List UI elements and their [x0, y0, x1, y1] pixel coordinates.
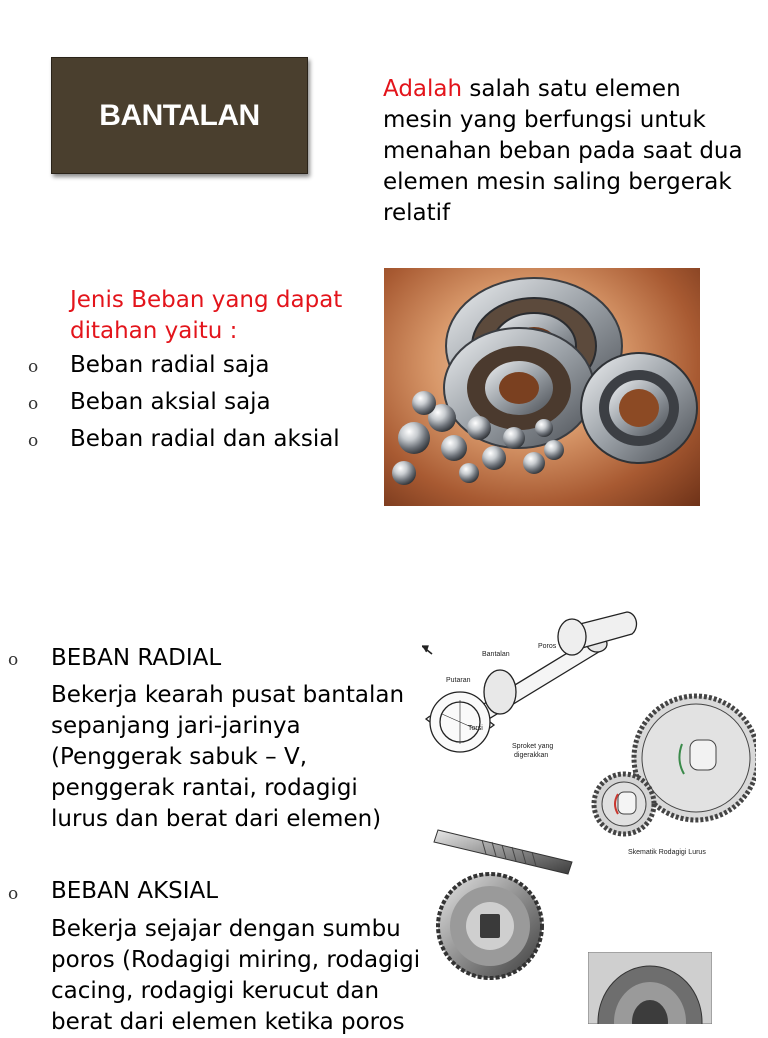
definition-lead: Adalah	[383, 76, 463, 102]
definition-rest: salah satu elemen mesin yang berfungsi untuk menahan beban pada saat dua elemen mesin saling bergerak relatif	[383, 76, 743, 226]
axial-body: Bekerja sejajar dengan sumbu poros (Rodagigi miring, rodagigi cacing, rodagigi kerucut dan berat dari elemen ketika poros	[51, 916, 421, 1035]
list-item	[28, 389, 388, 426]
spur-gear-drawing	[588, 686, 756, 858]
bullet-icon: o	[8, 650, 19, 670]
page-title: BANTALAN	[99, 98, 260, 132]
list-item-label: Beban aksial saja	[70, 389, 271, 415]
worm-gear-drawing	[432, 822, 582, 990]
definition-text	[383, 74, 743, 229]
title-box	[51, 57, 308, 174]
spur-caption: Skematik Rodagigi Lurus	[628, 849, 706, 856]
bearings-illustration	[384, 268, 700, 506]
label-putaran: Putaran	[446, 677, 471, 684]
spur-gear-diagram	[588, 686, 756, 858]
bevel-gear-photo	[588, 952, 712, 1024]
bullet-icon: o	[28, 431, 39, 451]
bevel-gear-drawing	[588, 952, 712, 1024]
bullet-icon: o	[28, 394, 39, 414]
load-types-list	[28, 352, 388, 463]
bullet-icon: o	[28, 357, 39, 377]
list-item-label: Beban radial saja	[70, 352, 270, 378]
axial-heading: BEBAN AKSIAL	[51, 878, 219, 904]
radial-body: Bekerja kearah pusat bantalan sepanjang jari-jarinya (Penggerak sabuk – V, penggerak rantai, rodagigi lurus dan berat dari elemen)	[51, 682, 405, 832]
radial-heading: BEBAN RADIAL	[51, 645, 222, 671]
label-sproket-2: digerakkan	[514, 752, 549, 759]
list-item	[28, 352, 388, 389]
label-torsi: Torsi	[468, 725, 483, 732]
list-item	[28, 426, 388, 463]
bullet-icon: o	[8, 884, 19, 904]
label-poros: Poros	[538, 643, 557, 650]
list-item-label: Beban radial dan aksial	[70, 426, 340, 452]
load-types-heading: Jenis Beban yang dapat ditahan yaitu :	[70, 287, 343, 344]
label-bantalan: Bantalan	[482, 651, 510, 658]
bearings-photo	[384, 268, 700, 506]
label-sproket-1: Sproket yang	[512, 743, 554, 750]
worm-gear-photo	[432, 822, 582, 990]
